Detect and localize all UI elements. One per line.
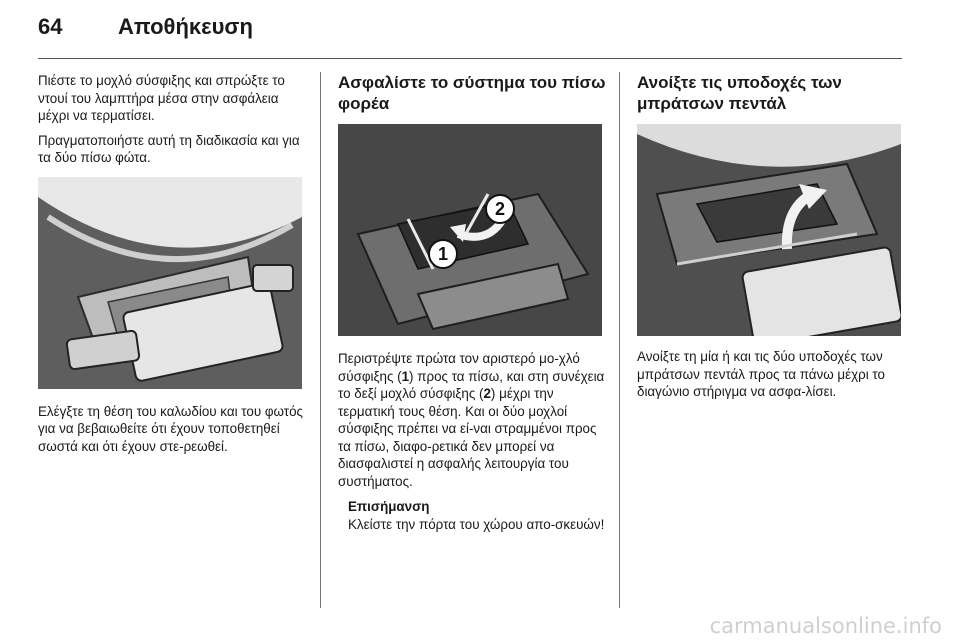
illustration-pedal-arm-sockets (637, 124, 901, 336)
illustration-rear-light (38, 177, 302, 389)
paragraph-rotate-levers: Περιστρέψτε πρώτα τον αριστερό μο-χλό σύσφιξης (1) προς τα πίσω, και στη συνέχεια το δεξί μοχλό σύσφιξης (2) μέχρι την τερματική τους θέση. Και οι δύο μοχλοί σύσφιξης πρέπει να εί-ναι στραμμένοι προς τα πίσω, διαφο-ρετικά δεν μπορεί να διασφαλιστεί η ασφαλής λειτουργία του συστήματος. (338, 351, 605, 489)
callout-2: 2 (494, 199, 506, 219)
column-divider-2 (619, 72, 620, 608)
heading-open-pedal-arms: Ανοίξτε τις υποδοχές των μπράτσων πεντάλ (637, 73, 842, 113)
note-title: Επισήμανση (348, 499, 430, 514)
column-1 (38, 72, 308, 462)
page-number: 64 (38, 14, 63, 39)
paragraph-repeat: Πραγματοποιήστε αυτή τη διαδικασία και για τα δύο πίσω φώτα. (38, 132, 300, 165)
paragraph-press-lever: Πιέστε το μοχλό σύσφιξης και σπρώξτε το ντουί του λαμπτήρα μέσα στην ασφάλεια μέχρι να τερματίσει. (38, 73, 285, 123)
paragraph-open-sockets: Ανοίξτε τη μία ή και τις δύο υποδοχές των μπράτσων πεντάλ προς τα πάνω μέχρι το διαγώνιο στήριγμα να ασφα-λίσει. (637, 349, 885, 399)
ref-1: 1 (401, 368, 410, 384)
heading-secure-carrier: Ασφαλίστε το σύστημα του πίσω φορέα (338, 73, 606, 113)
watermark: carmanualsonline.info (709, 614, 942, 638)
note-box (348, 498, 606, 533)
ref-2: 2 (483, 386, 491, 401)
section-title: Αποθήκευση (118, 14, 253, 39)
callout-1: 1 (437, 244, 449, 264)
column-2 (338, 72, 606, 533)
column-3 (637, 72, 903, 408)
column-divider-1 (320, 72, 321, 608)
illustration-clamping-levers (338, 124, 602, 336)
note-body: Κλείστε την πόρτα του χώρου απο-σκευών! (348, 516, 605, 532)
header-rule (38, 58, 902, 59)
paragraph-check-cable: Ελέγξτε τη θέση του καλωδίου και του φωτός για να βεβαιωθείτε ότι έχουν τοποθετηθεί σωστά και ότι έχουν στε-ρεωθεί. (38, 403, 304, 454)
page-header (38, 14, 902, 48)
